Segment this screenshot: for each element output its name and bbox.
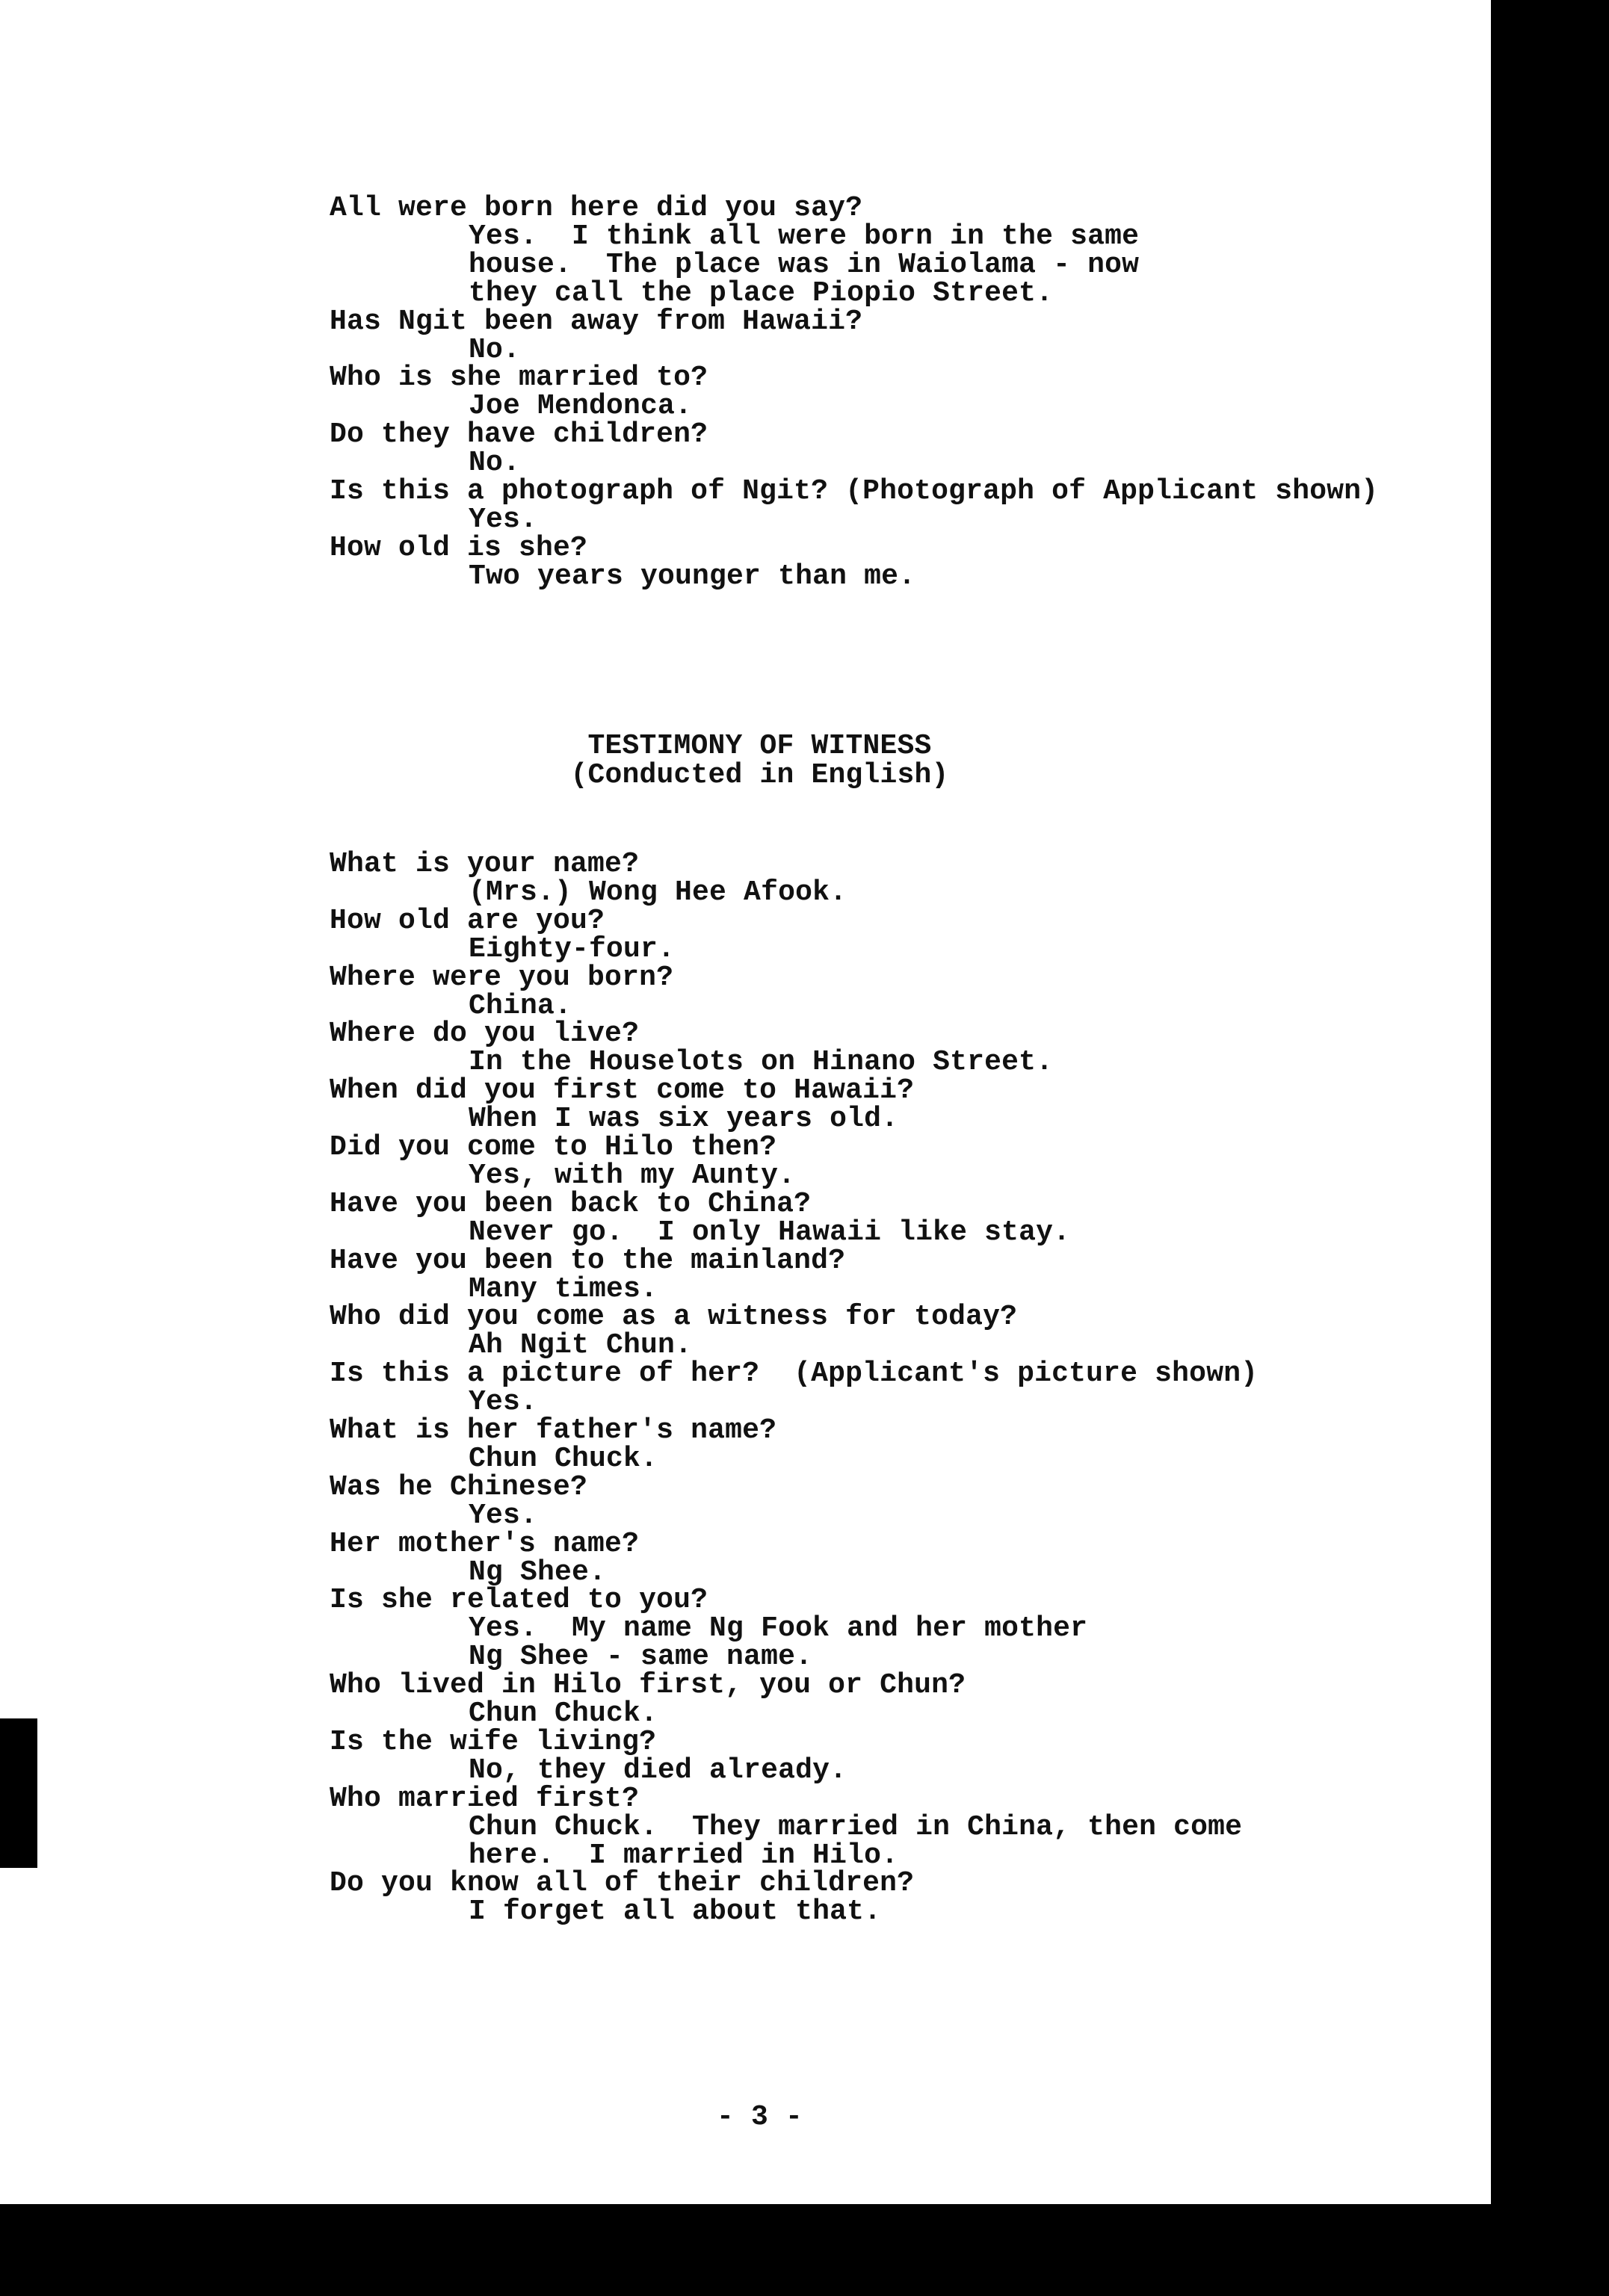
question-line: Has Ngit been away from Hawaii? [330,305,863,338]
question-line: How old is she? [330,531,588,564]
question-line: Was he Chinese? [330,1470,588,1503]
answer-line: Never go. I only Hawaii like stay. [469,1216,1071,1248]
section-subheading: (Conducted in English) [570,759,949,791]
answer-line: Chun Chuck. They married in China, then come [469,1810,1243,1843]
question-line: When did you first come to Hawaii? [330,1074,915,1107]
question-line: Who married first? [330,1782,640,1815]
answer-line: Two years younger than me. [469,560,916,592]
question-line: All were born here did you say? [330,192,863,224]
answer-line: Ah Ngit Chun. [469,1329,693,1362]
answer-line: Joe Mendonca. [469,390,693,423]
section-heading: TESTIMONY OF WITNESS [587,730,932,762]
scan-border [0,1718,37,1868]
question-line: Who did you come as a witness for today? [330,1301,1018,1334]
answer-line: Chun Chuck. [469,1442,658,1475]
question-line: Where were you born? [330,961,674,994]
question-line: Is the wife living? [330,1725,657,1758]
answer-line: Yes. My name Ng Fook and her mother [469,1612,1088,1645]
question-line: Is she related to you? [330,1584,708,1617]
answer-line: I forget all about that. [469,1896,882,1928]
answer-line: they call the place Piopio Street. [469,276,1054,309]
question-line: What is her father's name? [330,1414,777,1446]
answer-line: In the Houselots on Hinano Street. [469,1046,1054,1079]
question-line: Who is she married to? [330,362,708,394]
question-line: Is this a picture of her? (Applicant's picture shown) [330,1358,1259,1390]
question-line: Is this a photograph of Ngit? (Photograph of Applicant shown) [330,475,1379,507]
answer-line: China. [469,989,572,1022]
answer-line: No, they died already. [469,1754,847,1786]
question-line: Who lived in Hilo first, you or Chun? [330,1669,966,1702]
page-number: - 3 - [716,2101,803,2133]
question-line: Have you been back to China? [330,1187,812,1220]
answer-line: house. The place was in Waiolama - now [469,248,1140,281]
answer-line: Yes. [469,503,538,536]
answer-line: Yes, with my Aunty. [469,1159,796,1192]
answer-line: (Mrs.) Wong Hee Afook. [469,876,847,909]
question-line: Have you been to the mainland? [330,1244,846,1277]
answer-line: No. [469,333,521,366]
answer-line: Ng Shee - same name. [469,1641,813,1674]
answer-line: No. [469,447,521,480]
question-line: Do you know all of their children? [330,1867,915,1900]
answer-line: here. I married in Hilo. [469,1839,899,1872]
answer-line: When I was six years old. [469,1103,899,1136]
question-line: What is your name? [330,848,640,880]
answer-line: Many times. [469,1272,658,1305]
answer-line: Yes. [469,1499,538,1532]
question-line: Did you come to Hilo then? [330,1131,777,1163]
answer-line: Ng Shee. [469,1556,607,1588]
question-line: How old are you? [330,904,605,937]
answer-line: Eighty-four. [469,932,676,965]
answer-line: Yes. I think all were born in the same [469,220,1140,253]
question-line: Where do you live? [330,1018,640,1050]
question-line: Do they have children? [330,418,708,451]
question-line: Her mother's name? [330,1527,640,1560]
answer-line: Yes. [469,1386,538,1419]
answer-line: Chun Chuck. [469,1698,658,1730]
